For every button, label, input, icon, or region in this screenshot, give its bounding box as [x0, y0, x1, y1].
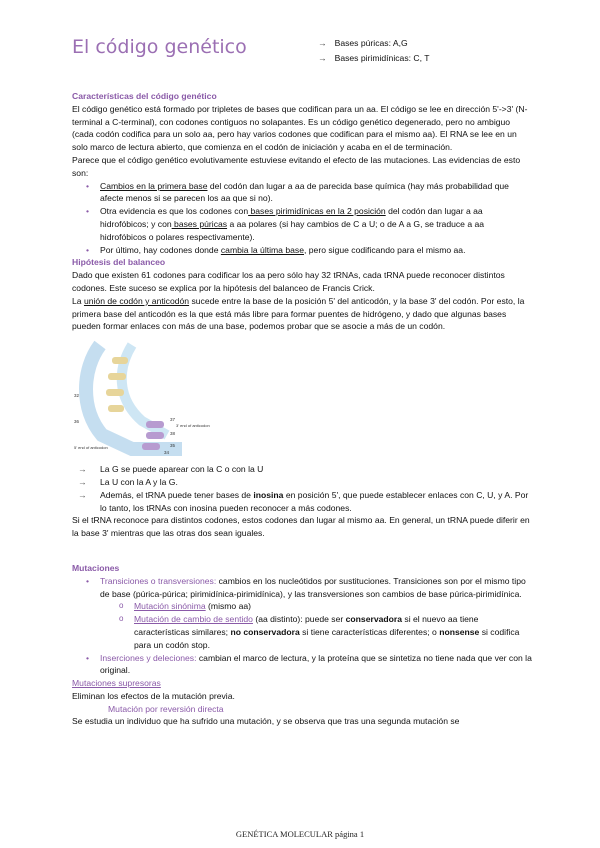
- underlined-text: bases pirimidínicas en la 2 posición: [248, 206, 386, 217]
- bold-text: inosina: [253, 489, 284, 500]
- arrow-right-icon: →: [318, 38, 327, 48]
- sub-list: [100, 600, 532, 651]
- term: Transiciones o transversiones:: [100, 575, 217, 586]
- evidence-list: [72, 180, 532, 257]
- trna-diagram: [72, 339, 222, 457]
- spacer: [72, 540, 532, 562]
- label-35: 35: [170, 443, 176, 449]
- text: si tiene características diferentes; o: [299, 626, 440, 637]
- base-block: [142, 443, 160, 450]
- text: cambios en los nucleótidos por sustituciones. Transiciones son por el mismo tipo de base (púrica-púrica; pirimidínica-pirimidínica), y las transversiones son cambios de base púrica-pirimidínica.: [100, 575, 526, 599]
- list-item: [100, 489, 532, 515]
- list-item: → La U con la A y la G.: [100, 476, 532, 489]
- text: Otra evidencia es que los codones con: [100, 206, 249, 217]
- term: Inserciones y deleciones:: [100, 652, 197, 663]
- list-item: [98, 652, 532, 678]
- bases-pirimidinicas-text: Bases pirimidínicas: C, T: [334, 53, 430, 63]
- text: , pero sigue codificando para el mismo aa.: [304, 244, 466, 255]
- paragraph: El código genético está formado por tripletes de bases que codifican para un aa. El código se lee en dirección 5'->3' (N-terminal a C-terminal), con codones contiguos no solapantes. Es un código genético degenerado, pero no ambiguo (cada codón codifica para un solo aa, pero hay varios codones que codifican para el mismo aa). El RNA se lee en un solo marco de lectura abierto, que comienza en el codón de iniciación y acaba en el de terminación.: [72, 103, 528, 153]
- underlined-term: Mutación de cambio de sentido: [134, 614, 253, 625]
- bold-text: conservadora: [345, 614, 403, 625]
- underlined-text: Cambios en la primera base: [100, 180, 208, 191]
- label-34: 34: [164, 450, 170, 456]
- bases-puricas-text: Bases púricas: A,G: [334, 38, 408, 48]
- text: si codifica para un codón stop.: [134, 626, 520, 650]
- bold-text: no conservadora: [230, 626, 300, 637]
- heading-caracteristicas: Características del código genético: [72, 91, 217, 101]
- text: (aa distinto): puede ser: [252, 614, 346, 625]
- arrow-right-icon: →: [318, 53, 327, 63]
- sub-list-item: [132, 600, 532, 613]
- paragraph: Si el tRNA reconoce para distintos codones, estos codones dan lugar al mismo aa. En general, un tRNA puede diferir en la base 3' mientras que las otras dos sean iguales.: [72, 515, 530, 539]
- text: Por último, hay codones donde: [100, 244, 221, 255]
- base-block: [108, 405, 124, 412]
- heading-reversion: Mutación por reversión directa: [108, 703, 224, 714]
- text: (mismo aa): [205, 601, 252, 612]
- underlined-term: Mutación sinónima: [134, 601, 206, 612]
- underlined-text: unión de codón y anticodón: [83, 295, 190, 306]
- text: sucede entre la base de la posición 5' del anticodón, y la base 3' del codón. Por esto, la primera base del anticodón es la que está más libre para formar puentes de hidrógeno, y dado que algunas bases pueden formar enlaces con más de una base, podemos probar que se asocie a más de un codón.: [72, 295, 525, 332]
- base-block: [146, 421, 164, 428]
- text: cambian el marco de lectura, y la proteína que se sintetiza no tiene nada que ver con la original.: [100, 652, 532, 676]
- base-block: [112, 357, 128, 364]
- underlined-text: cambia la última base: [220, 244, 304, 255]
- underlined-text: bases púricas: [171, 218, 228, 229]
- label-36: 36: [74, 419, 80, 425]
- label-5-end: 5' end of anticodon: [74, 445, 108, 451]
- page-title: El código genético: [72, 36, 247, 58]
- paragraph: [72, 295, 532, 333]
- heading-mutaciones: Mutaciones: [72, 562, 120, 573]
- paragraph: Parece que el código genético evolutivamente estuviese evitando el efecto de las mutaciones. Las evidencias de esto son:: [72, 154, 521, 178]
- bases-box: [318, 36, 429, 66]
- paragraph: Eliminan los efectos de la mutación previa.: [72, 690, 235, 701]
- list-item: [98, 180, 532, 206]
- text: del codón dan lugar a aa hidrofóbicos; y con: [100, 206, 483, 229]
- base-block: [146, 432, 164, 439]
- bases-puricas: [318, 36, 429, 51]
- list-item: → La G se puede aparear con la C o con la U: [100, 463, 532, 476]
- page-footer: GENÉTICA MOLECULAR página 1: [235, 829, 365, 839]
- bold-text: nonsense: [439, 626, 480, 637]
- list-item: [98, 244, 532, 257]
- text: La: [72, 295, 84, 306]
- paragraph: Se estudia un individuo que ha sufrido una mutación, y se observa que tras una segunda mutación se: [72, 716, 460, 727]
- text: Además, el tRNA puede tener bases de: [100, 489, 254, 500]
- pairing-list: [72, 463, 532, 514]
- label-32: 32: [74, 393, 80, 399]
- label-37: 37: [170, 417, 176, 423]
- text: del codón dan lugar a aa de parecida base química (hay más probabilidad que afecte menos si se parecen los aa que si no).: [100, 180, 509, 204]
- bases-pirimidinicas: [318, 51, 429, 66]
- heading-balanceo: Hipótesis del balanceo: [72, 257, 166, 268]
- base-block: [108, 373, 126, 380]
- label-38: 38: [170, 431, 176, 437]
- text: en posición 5', que puede establecer enlaces con C, U, y A. Por lo tanto, los tRNAs con inosina pueden reconocer a más codones.: [100, 489, 529, 513]
- heading-supresoras: Mutaciones supresoras: [72, 678, 161, 689]
- sub-list-item: [132, 613, 532, 651]
- mutations-list: [72, 575, 532, 677]
- label-3-end: 3' end of anticodon: [176, 423, 210, 429]
- list-item: [98, 205, 532, 243]
- paragraph: Dado que existen 61 codones para codificar los aa pero sólo hay 32 tRNAs, cada tRNA puede reconocer distintos codones. Este suceso se explica por la hipótesis del balanceo de Francis Crick.: [72, 270, 505, 293]
- text: si el nuevo aa tiene características similares;: [134, 614, 479, 637]
- base-block: [106, 389, 124, 396]
- text: a aa polares (si hay cambios de C a U; o de A a G, se traduce a aa hidrofóbicos o polares respectivamente).: [100, 218, 485, 242]
- document-body: [72, 90, 532, 728]
- trna-figure: [72, 339, 222, 457]
- list-item: [98, 575, 532, 652]
